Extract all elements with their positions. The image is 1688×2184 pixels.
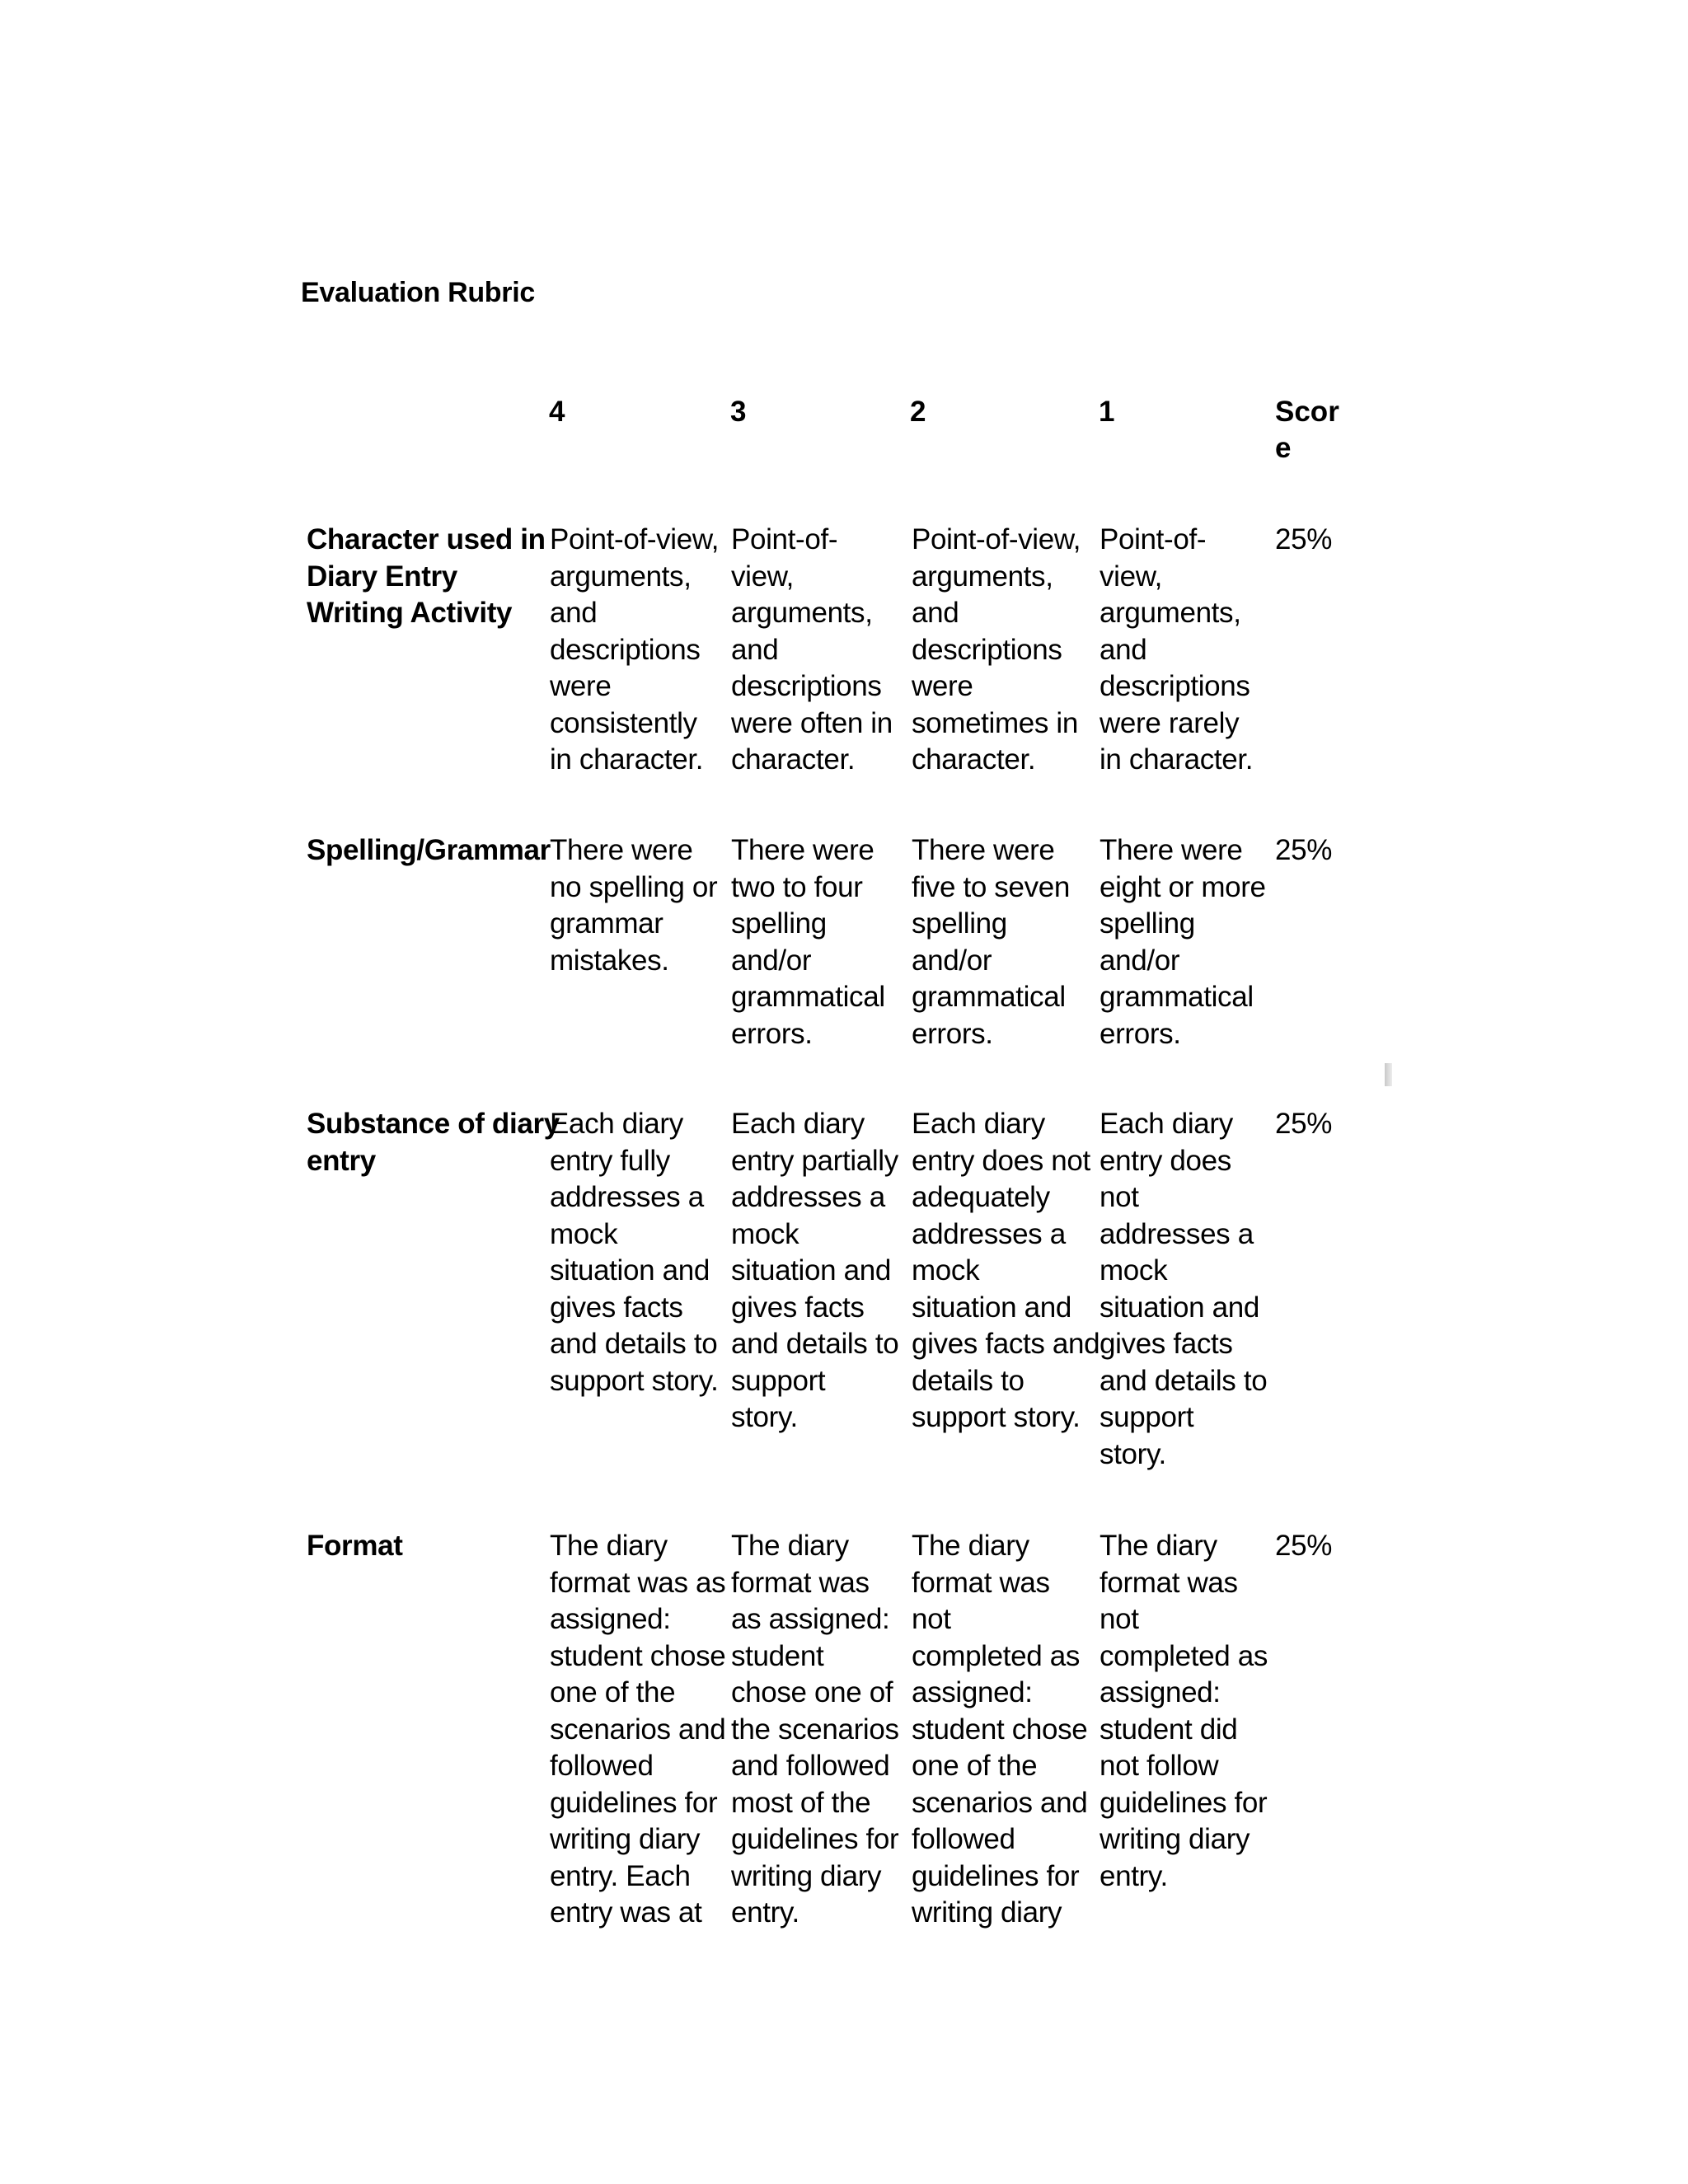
criterion-substance: Substance of diary entry (307, 1108, 560, 1177)
page-title: Evaluation Rubric (301, 277, 535, 308)
score-value: 25% (1275, 834, 1333, 866)
criterion-character: Character used in Diary Entry Writing Activity (307, 523, 546, 629)
rubric-cell: Point-of- view, arguments, and descriptions were often in character. (731, 523, 893, 776)
rubric-cell: There were no spelling or grammar mistakes. (550, 834, 718, 977)
scroll-marker (1385, 1063, 1392, 1086)
rubric-cell: The diary format was as assigned: student chose one of the scenarios and followed guidelines for writing diary entry. Each entry was at (550, 1530, 726, 1929)
score-value: 25% (1275, 1108, 1333, 1140)
rubric-cell: There were two to four spelling and/or grammatical errors. (731, 834, 885, 1050)
rubric-cell: Point-of-view, arguments, and descriptions were sometimes in character. (912, 523, 1081, 776)
header-score: Score (1275, 396, 1339, 464)
rubric-cell: Point-of-view, arguments, and descriptions were consistently in character. (550, 523, 720, 776)
rubric-cell: Each diary entry does not adequately addresses a mock situation and gives facts and details to support story. (912, 1108, 1100, 1433)
rubric-cell: The diary format was as assigned: student chose one of the scenarios and followed most of the guidelines for writing diary entry. (731, 1530, 899, 1929)
rubric-cell: The diary format was not completed as assigned: student chose one of the scenarios and followed guidelines for writing diary (912, 1530, 1088, 1929)
rubric-cell: The diary format was not completed as assigned: student did not follow guidelines for writing diary entry. (1100, 1530, 1268, 1892)
rubric-cell: Each diary entry does not addresses a mock situation and gives facts and details to support story. (1100, 1108, 1268, 1470)
header-level-3: 3 (730, 396, 747, 428)
criterion-format: Format (307, 1530, 403, 1562)
score-value: 25% (1275, 1530, 1333, 1562)
criterion-spelling-grammar: Spelling/Grammar (307, 834, 551, 866)
score-value: 25% (1275, 523, 1333, 555)
header-level-1: 1 (1099, 396, 1115, 428)
rubric-cell: There were five to seven spelling and/or grammatical errors. (912, 834, 1070, 1050)
rubric-cell: There were eight or more spelling and/or grammatical errors. (1100, 834, 1266, 1050)
header-level-4: 4 (549, 396, 565, 428)
header-level-2: 2 (910, 396, 926, 428)
rubric-cell: Each diary entry partially addresses a mock situation and gives facts and details to support story. (731, 1108, 899, 1433)
rubric-cell: Point-of- view, arguments, and descriptions were rarely in character. (1100, 523, 1254, 776)
rubric-cell: Each diary entry fully addresses a mock situation and gives facts and details to support story. (550, 1108, 719, 1397)
